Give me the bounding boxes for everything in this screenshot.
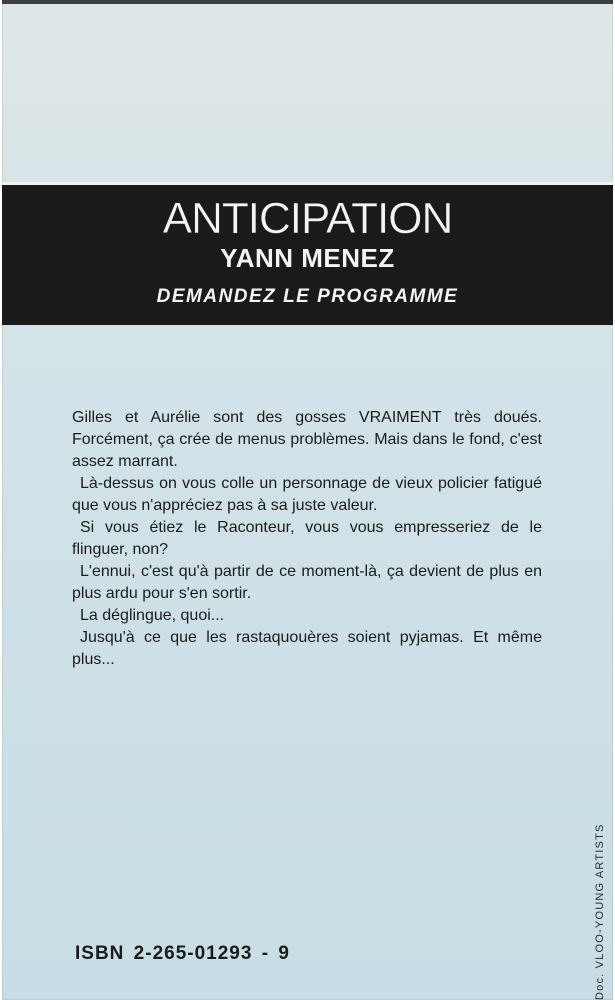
blurb xyxy=(72,407,542,671)
author-name: YANN MENEZ xyxy=(220,243,395,273)
isbn: ISBN 2-265-01293 - 9 xyxy=(75,943,290,964)
blurb-paragraph: L'ennui, c'est qu'à partir de ce moment-là, ça devient de plus en plus ardu pour s'en sortir. xyxy=(72,563,542,602)
blurb-paragraph: Jusqu'à ce que les rastaquouères soient pyjamas. Et même plus... xyxy=(72,629,542,668)
series-name: ANTICIPATION xyxy=(162,194,453,243)
book-title: DEMANDEZ LE PROGRAMME xyxy=(156,286,459,307)
blurb-paragraph: Là-dessus on vous colle un personnage de vieux policier fatigué que vous n'appréciez pas à sa juste valeur. xyxy=(72,475,542,514)
blurb-paragraph: Si vous étiez le Raconteur, vous vous empresseriez de le flinguer, non? xyxy=(72,519,542,558)
top-rule xyxy=(2,0,613,4)
blurb-paragraph: Gilles et Aurélie sont des gosses VRAIMENT très doués. Forcément, ça crée de menus problèmes. Mais dans le fond, c'est assez marrant. xyxy=(72,409,542,470)
back-cover xyxy=(2,0,613,1000)
blurb-paragraph: La déglingue, quoi... xyxy=(80,607,225,624)
title-band xyxy=(2,182,613,325)
cover-credit: Doc. VLOO-YOUNG ARTISTS xyxy=(594,823,606,1000)
